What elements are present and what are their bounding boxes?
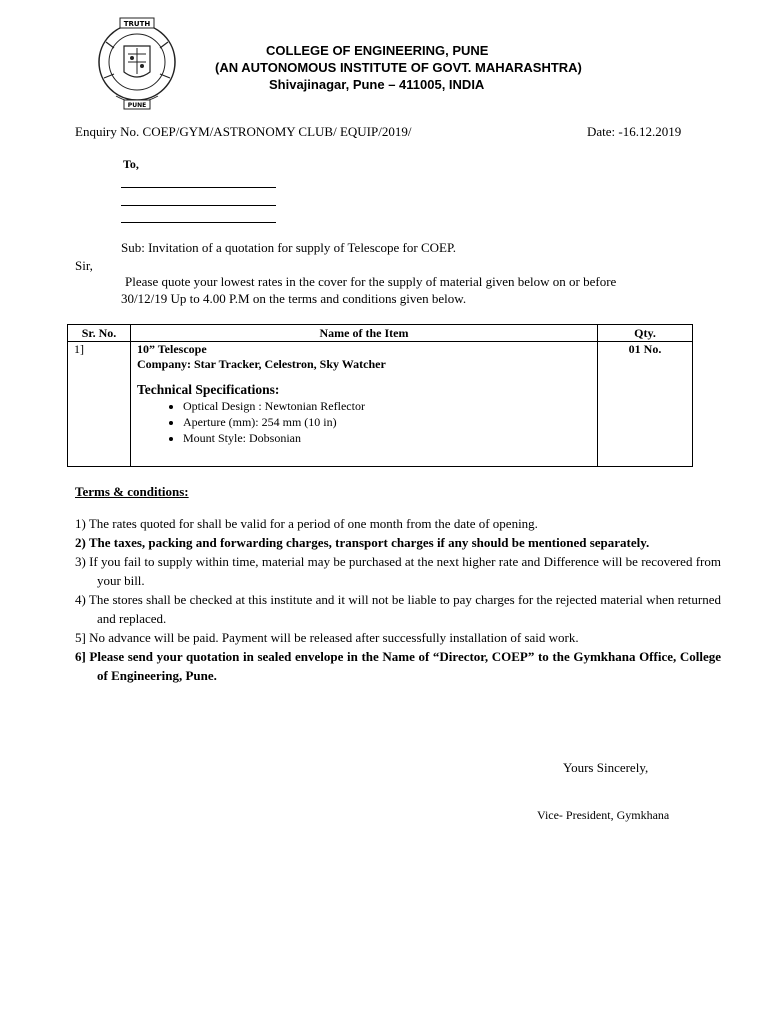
svg-text:PUNE: PUNE — [127, 102, 147, 109]
closing: Yours Sincerely, — [563, 760, 649, 775]
to-label: To, — [123, 157, 139, 171]
svg-text:TRUTH: TRUTH — [123, 20, 151, 28]
address-blank-line — [121, 187, 276, 188]
college-address: Shivajinagar, Pune – 411005, INDIA — [269, 77, 485, 92]
table-header-row — [68, 325, 693, 342]
item-company: Company: Star Tracker, Celestron, Sky Watcher — [137, 357, 386, 371]
spec-heading: Technical Specifications: — [137, 382, 280, 397]
spec-list — [137, 398, 591, 446]
subject-line: Sub: Invitation of a quotation for supply of Telescope for COEP. — [121, 240, 456, 255]
enquiry-number: Enquiry No. COEP/GYM/ASTRONOMY CLUB/ EQUIP/2019/ — [75, 124, 412, 139]
letter-date: Date: -16.12.2019 — [587, 124, 682, 139]
term-item: 5] No advance will be paid. Payment will be released after successfully installation of said work. — [75, 630, 579, 645]
qty-cell: 01 No. — [598, 342, 693, 467]
spec-item: • Mount Style: Dobsonian — [183, 430, 591, 446]
term-item: 6] Please send your quotation in sealed envelope in the Name of “Director, COEP” to the Gymkhana Office, College of Engineering, Pune. — [75, 649, 721, 683]
address-blank-line — [121, 205, 276, 206]
table-row — [68, 342, 693, 467]
college-emblem — [94, 16, 180, 112]
college-name: COLLEGE OF ENGINEERING, PUNE — [266, 43, 489, 58]
column-header-sr: Sr. No. — [68, 325, 131, 342]
item-name: 10” Telescope — [137, 342, 207, 356]
term-item: 3) If you fail to supply within time, material may be purchased at the next higher rate and Difference will be recovered from your bill. — [75, 554, 721, 588]
signatory: Vice- President, Gymkhana — [537, 808, 670, 822]
address-blank-line — [121, 222, 276, 223]
column-header-qty: Qty. — [598, 325, 693, 342]
salutation: Sir, — [75, 258, 93, 273]
term-item: 2) The taxes, packing and forwarding charges, transport charges if any should be mentioned separately. — [75, 535, 650, 550]
terms-list — [75, 514, 721, 685]
term-item: 4) The stores shall be checked at this institute and it will not be liable to pay charges for the rejected material when returned and replaced. — [75, 592, 721, 626]
body-text-line: 30/12/19 Up to 4.00 P.M on the terms and conditions given below. — [121, 291, 467, 306]
spec-item: • Optical Design : Newtonian Reflector — [183, 398, 591, 414]
institute-subtitle: (AN AUTONOMOUS INSTITUTE OF GOVT. MAHARASHTRA) — [215, 60, 582, 75]
body-text-line: Please quote your lowest rates in the cover for the supply of material given below on or before — [125, 274, 617, 289]
terms-heading: Terms & conditions: — [75, 484, 189, 499]
item-cell — [131, 342, 598, 467]
column-header-item: Name of the Item — [131, 325, 598, 342]
items-table — [67, 324, 693, 467]
term-item: 1) The rates quoted for shall be valid for a period of one month from the date of opening. — [75, 516, 538, 531]
sr-cell: 1] — [68, 342, 131, 467]
spec-item: • Aperture (mm): 254 mm (10 in) — [183, 414, 591, 430]
